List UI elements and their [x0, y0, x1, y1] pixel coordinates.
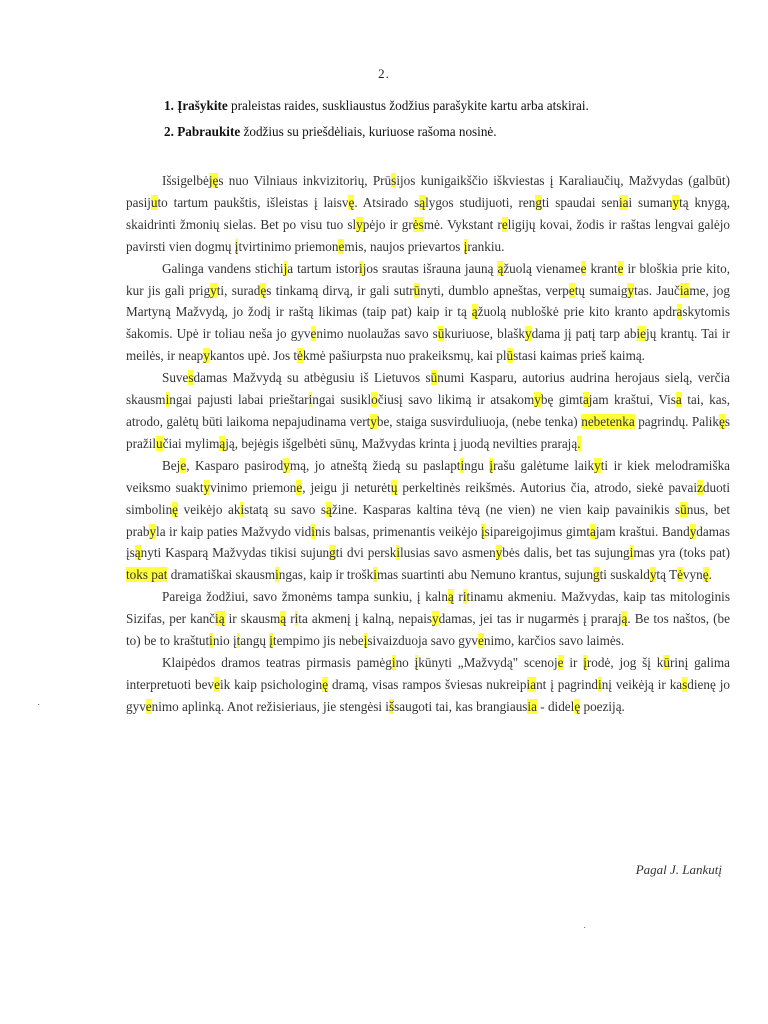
highlighted-answer: y — [672, 194, 680, 210]
paragraph-2 — [126, 258, 730, 368]
highlighted-answer: s — [188, 370, 194, 386]
text-segment: tų sumaig — [574, 282, 628, 298]
highlighted-answer: ės — [412, 216, 424, 232]
text-segment: nus, bet prab — [126, 501, 731, 539]
scan-dot: ˙ — [583, 926, 587, 937]
highlighted-answer: ą — [326, 501, 332, 517]
highlighted-answer: ę — [702, 567, 709, 583]
text-segment: lygos studijuoti, ren — [425, 194, 536, 210]
text-segment: ti suskald — [599, 567, 650, 583]
highlighted-answer: s — [391, 173, 397, 188]
text-segment: perkeltinės reikšmės. Autorius čia, atrodo, siekė pavai — [397, 479, 698, 495]
instruction-2-verb: Pabraukite — [177, 124, 241, 139]
text-segment: žine. Kasparas kaltina tėvą (ne vien) ne vien kaip pavainikis s — [331, 501, 681, 517]
highlighted-answer: i — [359, 260, 363, 276]
highlighted-answer: a — [582, 392, 589, 408]
highlighted-answer: ę — [574, 698, 581, 714]
highlighted-answer: ą — [134, 545, 141, 561]
text-segment: ngai susikl — [312, 392, 372, 408]
text-segment: damas Mažvydą su atbėgusiu iš Lietuvos s — [193, 370, 431, 386]
text-segment: žuolą nubloškė prie kito kranto apdr — [477, 304, 677, 320]
highlighted-answer: y — [495, 545, 503, 561]
paragraph-6 — [126, 652, 730, 718]
highlighted-answer: u — [150, 194, 158, 210]
text-segment: pėjo ir gr — [362, 216, 413, 232]
text-segment: krant — [586, 260, 618, 276]
highlighted-answer: y — [203, 348, 210, 364]
text-segment: jų krantų. Tai ir meilės, ir neap — [126, 326, 730, 364]
text-segment: la ir kaip paties Mažvydo vid — [156, 523, 312, 539]
highlighted-answer: y — [370, 413, 377, 429]
text-segment: ligijų kovai, žodis ir raštas lengvai galėjo pavirsti vien dogmų — [126, 216, 730, 254]
text-segment: vinimo priemon — [210, 479, 297, 495]
highlighted-answer: a — [590, 523, 596, 539]
highlighted-answer: e — [478, 633, 484, 649]
text-segment: ti dvi persk — [335, 545, 397, 561]
text-segment: čiusį savo likimą ir atsakom — [377, 392, 535, 408]
highlighted-answer: ia — [526, 676, 537, 692]
highlighted-answer: ė — [297, 348, 303, 364]
section-number: 2. — [378, 66, 390, 81]
instruction-2 — [164, 124, 497, 140]
highlighted-answer: e — [296, 479, 303, 495]
text-segment: vyn — [682, 567, 703, 583]
highlighted-answer: ū — [437, 326, 445, 342]
highlighted-answer: g — [329, 545, 336, 561]
highlighted-answer: i — [209, 633, 213, 649]
highlighted-answer: i — [391, 654, 396, 670]
highlighted-answer: i — [396, 545, 400, 561]
highlighted-answer: e — [338, 238, 345, 254]
highlighted-answer: į — [363, 633, 368, 649]
highlighted-answer: ia — [618, 194, 629, 210]
highlighted-answer: e — [145, 698, 152, 714]
highlighted-answer: u — [156, 435, 163, 451]
text-segment: Suve — [162, 370, 189, 386]
text-segment: Galinga vandens stichi — [162, 260, 284, 276]
text-segment: damas įs — [126, 523, 730, 561]
highlighted-answer: ū — [506, 348, 514, 364]
highlighted-answer: ų — [390, 479, 398, 495]
highlighted-answer: i — [462, 589, 467, 605]
highlighted-answer: į — [583, 654, 587, 670]
highlighted-answer: o — [371, 392, 378, 408]
text-segment: to tartum paukštis, išleistas į laisv — [157, 194, 349, 210]
text-segment: ta akmenį į kalną, nepais — [298, 611, 433, 627]
text-segment: no — [395, 654, 415, 670]
highlighted-answer: ė — [677, 567, 683, 583]
text-segment: jam kraštui, Vis — [588, 392, 676, 408]
text-segment: statą su savo s — [244, 501, 327, 517]
highlighted-answer: y — [594, 457, 601, 473]
highlighted-answer: i — [294, 611, 299, 627]
highlighted-answer: y — [534, 392, 541, 408]
text-segment: ti, surad — [216, 282, 261, 298]
text-segment: ti spaudai sen — [541, 194, 619, 210]
text-segment: s pražil — [126, 413, 730, 451]
highlighted-answer: i — [373, 567, 377, 583]
source-signature: Pagal J. Lankutį — [635, 862, 722, 877]
highlighted-answer: ę — [719, 413, 725, 429]
text-segment: me, jog Martyną Mažvydą, jo žodį ir raštą likimas (taip pat) kaip ir tą — [126, 282, 730, 320]
text-segment: sivaizduoja savo gyv — [367, 633, 479, 649]
text-segment: tą T — [656, 567, 678, 583]
text-segment: . Atsirado s — [354, 194, 420, 210]
text-segment: kuriuose, blašk — [444, 326, 525, 342]
highlighted-answer: t — [236, 633, 241, 649]
instruction-1-text: praleistas raides, suskliaustus žodžius parašykite kartu arba atskirai. — [227, 98, 589, 113]
highlighted-answer: į — [463, 238, 468, 254]
highlighted-answer: ū — [430, 370, 438, 386]
highlighted-answer: į — [489, 457, 494, 473]
highlighted-answer: y — [356, 216, 363, 232]
text-segment: jam kraštui. Band — [595, 523, 690, 539]
highlighted-answer: į — [480, 523, 485, 539]
text-segment: ir bloškia prie kito, kur jis gali prig — [126, 260, 731, 298]
highlighted-answer: ū — [680, 501, 687, 517]
instruction-1-number: 1. — [164, 98, 174, 113]
text-segment: kantos upė. Jos t — [209, 348, 298, 364]
highlighted-answer: y — [210, 282, 217, 298]
highlighted-answer: s — [682, 676, 688, 692]
highlighted-answer: y — [627, 282, 635, 298]
text-segment: mą, jo atneštą žiedą su paslapt — [289, 457, 461, 473]
text-segment: dramą, visas rampos šviesas nukreip — [328, 676, 527, 692]
paragraph-5 — [126, 586, 730, 652]
text-segment: tai, kas, atrodo, galėtų būti laikoma nepajudinama vert — [126, 392, 730, 429]
paragraph-1 — [126, 170, 730, 258]
text-segment: veikėjo ak — [178, 501, 241, 517]
scan-dot: ˙ — [37, 703, 41, 714]
text-segment: ją, bejėgis išgelbėti sūnų, Mažvydas krinta į juodą nevilties prarają — [225, 435, 578, 451]
highlighted-answer: i — [460, 457, 465, 473]
text-segment: duoti simbolin — [126, 479, 730, 517]
text-segment: . — [708, 567, 712, 583]
text-segment: a tartum istor — [287, 260, 360, 276]
highlighted-answer: g — [593, 567, 600, 583]
text-segment: r — [286, 611, 295, 627]
highlighted-answer: y — [649, 567, 657, 583]
highlighted-answer: ę — [348, 194, 355, 210]
text-segment: s tinkamą dirvą, ir gali sutr — [266, 282, 414, 298]
instruction-2-number: 2. — [164, 124, 174, 139]
text-segment: r — [453, 589, 463, 605]
highlighted-answer: j — [283, 260, 288, 276]
highlighted-answer: i — [165, 392, 170, 408]
text-segment: rinį galima interpretuoti bev — [126, 654, 731, 692]
text-segment: Klaipėdos dramos teatras pirmasis pamėg — [162, 654, 392, 670]
text-segment: nimo, karčios savo laimės. — [483, 633, 625, 649]
text-segment: kmė pašiurpsta nuo prakeiksmų, kai pl — [302, 348, 507, 364]
text-segment: . Be tos naštos, (be to) be to kraštut — [126, 611, 730, 649]
text-segment: saugoti tai, kas brangiaus — [394, 698, 528, 714]
highlighted-answer: e — [580, 260, 587, 276]
text-segment: čiai mylim — [162, 435, 220, 451]
highlighted-answer: e — [310, 326, 317, 342]
text-segment: nyti, dumblo apneštas, verp — [420, 282, 569, 298]
highlighted-answer: y — [432, 611, 439, 627]
highlighted-answer: y — [283, 457, 290, 473]
text-segment: žuolą viename — [503, 260, 581, 276]
instruction-1-verb: Įrašykite — [177, 98, 228, 113]
text-segment: rašu galėtume laik — [493, 457, 595, 473]
highlighted-answer: ą — [419, 194, 426, 210]
text-segment: ir — [563, 654, 584, 670]
highlighted-answer: ą — [471, 304, 478, 320]
text-segment: tas. Jauč — [634, 282, 680, 298]
text-segment: nimo nuolaužas savo s — [316, 326, 438, 342]
highlighted-answer: ę — [172, 501, 179, 517]
highlighted-answer: y — [149, 523, 157, 539]
text-segment: dama jį patį tarp ab — [531, 326, 637, 342]
highlighted-answer: e — [180, 457, 187, 473]
text-segment: mas suartinti abu Nemuno krantus, sujun — [376, 567, 594, 583]
highlighted-answer: ū — [663, 654, 670, 670]
text-segment: sipareigojimus gimt — [484, 523, 590, 539]
text-segment: lusias savo asmen — [399, 545, 496, 561]
text-segment: dienę jo gyv — [126, 676, 730, 714]
text-segment: tvirtinimo priemon — [238, 238, 339, 254]
highlighted-answer: i — [240, 501, 245, 517]
text-segment: i suman — [628, 194, 673, 210]
text-segment: bės dalis, bet tas sujung — [502, 545, 630, 561]
highlighted-answer: e — [501, 216, 508, 232]
text-segment: Bej — [162, 457, 181, 473]
highlighted-answer: ą — [497, 260, 504, 276]
highlighted-answer: nebetenka — [581, 413, 635, 429]
text-segment: tinamu akmeniu. Mažvydas, kaip tas mitologinis Sizifas, per kanč — [126, 589, 730, 627]
text-segment: ik kaip psichologin — [219, 676, 323, 692]
highlighted-answer: į — [414, 654, 419, 670]
text-segment: nt į pagrind — [536, 676, 599, 692]
text-segment: Išsigelbė — [162, 173, 209, 188]
highlighted-answer: i — [275, 567, 279, 583]
text-segment: ti ir kiek melodramiška veiksmo suakt — [126, 457, 731, 495]
highlighted-answer: e — [568, 282, 575, 298]
highlighted-answer: ie — [636, 326, 647, 342]
highlighted-answer: ia — [527, 698, 537, 714]
highlighted-answer: y — [524, 326, 532, 342]
instruction-2-text: žodžius su priešdėliais, kuriuose rašoma nosinė. — [240, 124, 497, 139]
highlighted-answer: ia — [679, 282, 690, 298]
highlighted-answer: ję — [208, 173, 219, 188]
text-segment: nimo aplinką. Anot režisieriaus, jie stengėsi i — [151, 698, 389, 714]
text-segment: nio į — [212, 633, 237, 649]
text-segment: rodė, jog šį k — [586, 654, 664, 670]
highlighted-answer: z — [697, 479, 703, 495]
text-segment: mė. Vykstant r — [423, 216, 502, 232]
text-segment: tą knygą, skaidrinti žmonių sielas. Bet po visu tuo sl — [126, 194, 730, 232]
text-segment: s nuo Vilniaus inkvizitorių, Prū — [218, 173, 392, 188]
text-segment: nis balsas, primenantis veikėjo — [314, 523, 481, 539]
text-segment: , Kasparo pasirod — [186, 457, 284, 473]
highlighted-answer: ę — [260, 282, 267, 298]
text-segment: Pareiga žodžiui, savo žmonėms tampa sunkiu, į kaln — [162, 589, 448, 605]
highlighted-answer: ą — [219, 435, 226, 451]
text-segment: stasi kaimas prieš kaimą. — [513, 348, 645, 364]
highlighted-answer: ū — [413, 282, 421, 298]
text-segment: angų — [240, 633, 270, 649]
highlighted-answer: į — [234, 238, 239, 254]
text-segment: rankiu. — [467, 238, 505, 254]
highlighted-answer: e — [617, 260, 624, 276]
text-segment: mas yra (toks pat) — [633, 545, 730, 561]
text-segment: nyti Kasparą Mažvydas tikisi sujun — [140, 545, 330, 561]
highlighted-answer: ą — [447, 589, 454, 605]
text-segment: be, staiga susvirduliuoja, (nebe tenka) — [376, 413, 582, 429]
exercise-text — [126, 170, 730, 718]
text-segment: bę gimt — [540, 392, 583, 408]
highlighted-answer: e — [557, 654, 564, 670]
highlighted-answer: ą — [280, 611, 287, 627]
text-segment: ir skausm — [224, 611, 281, 627]
highlighted-answer: i — [308, 392, 313, 408]
highlighted-answer: g — [535, 194, 542, 210]
text-segment: poeziją. — [580, 698, 625, 714]
highlighted-answer: y — [689, 523, 697, 539]
highlighted-answer: a — [676, 304, 683, 320]
text-segment: kūnyti „Mažvydą" scenoj — [418, 654, 558, 670]
text-segment: pagrindų. Palik — [634, 413, 719, 429]
highlighted-answer: y — [203, 479, 211, 495]
text-segment: nį veikėją ir ka — [601, 676, 683, 692]
text-segment: ngai pajusti labai prieštar — [169, 392, 309, 408]
paragraph-4 — [126, 455, 730, 586]
text-segment: ngu — [464, 457, 490, 473]
highlighted-answer: i — [598, 676, 602, 692]
text-segment: - didel — [536, 698, 575, 714]
highlighted-answer: š — [388, 698, 395, 714]
highlighted-answer: į — [269, 633, 273, 649]
highlighted-answer: toks pat — [126, 567, 168, 583]
highlighted-answer: ę — [322, 676, 329, 692]
highlighted-answer: a — [675, 392, 682, 408]
paragraph-3 — [126, 367, 730, 455]
highlighted-answer: e — [214, 676, 220, 692]
highlighted-answer: . — [577, 435, 581, 451]
highlighted-answer: ią — [215, 611, 225, 627]
text-segment: skytomis šakomis. Upė ir toliau neša jo gyv — [126, 304, 730, 342]
highlighted-answer: i — [311, 523, 315, 539]
text-segment: tempimo jis nebe — [272, 633, 364, 649]
text-segment: damas, jei tas ir nugarmės į praraj — [438, 611, 622, 627]
text-segment: numi Kasparu, autorius audrina herojaus sielą, verčia skausm — [126, 370, 730, 408]
instruction-1 — [164, 98, 589, 114]
text-segment: dramatiškai skausm — [167, 567, 276, 583]
text-segment: jos srautas išrauna jauną — [362, 260, 498, 276]
highlighted-answer: ą — [621, 611, 628, 627]
highlighted-answer: i — [629, 545, 634, 561]
text-segment: ngas, kaip ir trošk — [278, 567, 374, 583]
text-segment: mis, naujos prievartos — [344, 238, 464, 254]
text-segment: ijos kunigaikščio iškviestas į Karaliaučių, Mažvydas (galbūt) pasij — [126, 173, 730, 210]
text-segment: , jeigu ji neturėt — [302, 479, 391, 495]
